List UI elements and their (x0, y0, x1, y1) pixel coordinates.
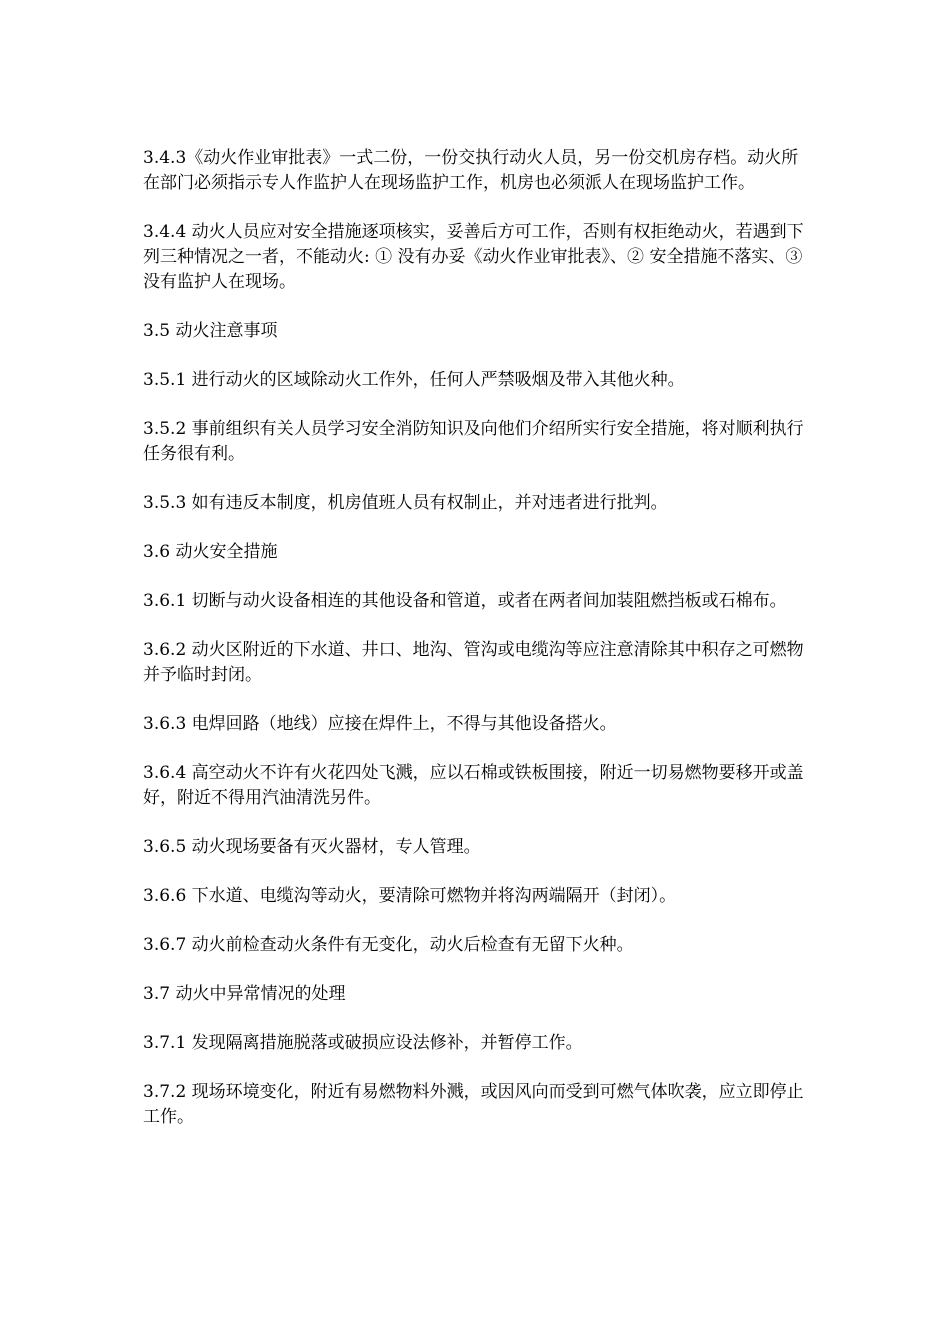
paragraph-3-5-1: 3.5.1 进行动火的区域除动火工作外，任何人严禁吸烟及带入其他火种。 (143, 370, 685, 390)
paragraph-3-6-3: 3.6.3 电焊回路（地线）应接在焊件上，不得与其他设备搭火。 (143, 714, 617, 734)
heading-3-5: 3.5 动火注意事项 (143, 321, 278, 341)
heading-3-7: 3.7 动火中异常情况的处理 (143, 984, 346, 1004)
paragraph-3-7-1: 3.7.1 发现隔离措施脱落或破损应设法修补，并暂停工作。 (143, 1033, 583, 1053)
paragraph-3-5-3: 3.5.3 如有违反本制度，机房值班人员有权制止，并对违者进行批判。 (143, 493, 668, 513)
paragraph-3-6-2: 3.6.2 动火区附近的下水道、井口、地沟、管沟或电缆沟等应注意清除其中积存之可燃物并予临时封闭。 (143, 640, 804, 685)
paragraph-3-6-6: 3.6.6 下水道、电缆沟等动火，要清除可燃物并将沟两端隔开（封闭）。 (143, 886, 677, 906)
heading-3-6: 3.6 动火安全措施 (143, 542, 278, 562)
paragraph-3-6-7: 3.6.7 动火前检查动火条件有无变化，动火后检查有无留下火种。 (143, 935, 634, 955)
paragraph-3-7-2: 3.7.2 现场环境变化，附近有易燃物料外溅，或因风向而受到可燃气体吹袭，应立即停止工作。 (143, 1082, 804, 1127)
paragraph-3-6-5: 3.6.5 动火现场要备有灭火器材，专人管理。 (143, 837, 481, 857)
paragraph-3-4-3: 3.4.3《动火作业审批表》一式二份，一份交执行动火人员，另一份交机房存档。动火所在部门必须指示专人作监护人在现场监护工作，机房也必须派人在现场监护工作。 (143, 148, 799, 193)
paragraph-3-5-2: 3.5.2 事前组织有关人员学习安全消防知识及向他们介绍所实行安全措施，将对顺利执行任务很有利。 (143, 419, 804, 464)
paragraph-3-4-4: 3.4.4 动火人员应对安全措施逐项核实，妥善后方可工作，否则有权拒绝动火，若遇到下列三种情况之一者，不能动火: ① 没有办妥《动火作业审批表》、② 安全措施不落实、③没有监护人在现场。 (143, 222, 804, 292)
paragraph-3-6-4: 3.6.4 高空动火不许有火花四处飞溅，应以石棉或铁板围接，附近一切易燃物要移开或盖好，附近不得用汽油清洗另件。 (143, 763, 804, 808)
paragraph-3-6-1: 3.6.1 切断与动火设备相连的其他设备和管道，或者在两者间加装阻燃挡板或石棉布。 (143, 591, 787, 611)
document-body (143, 146, 807, 1154)
